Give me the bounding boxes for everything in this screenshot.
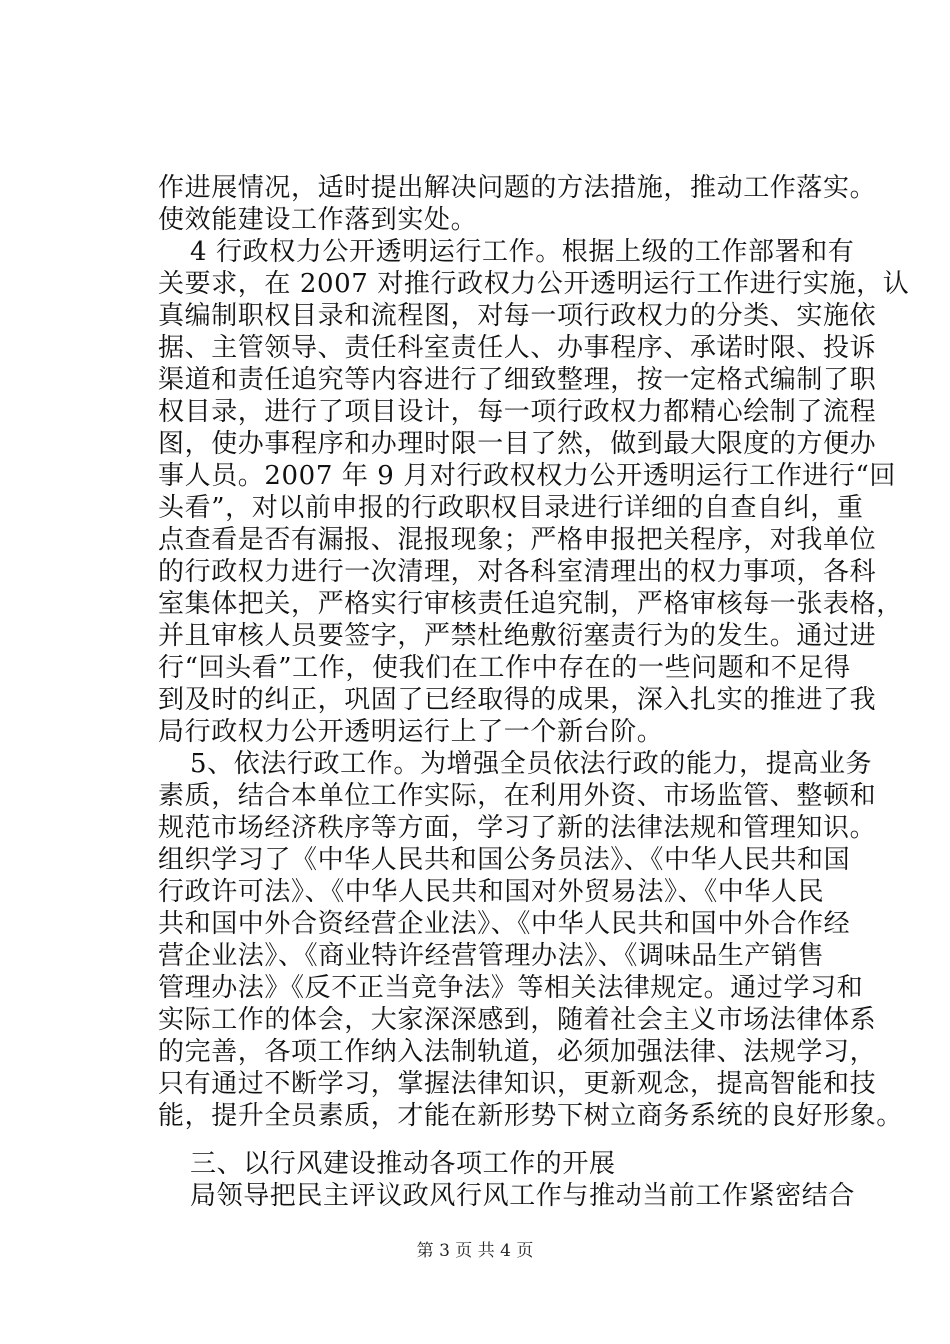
text-line: 作进展情况，适时提出解决问题的方法措施，推动工作落实。 — [158, 173, 877, 203]
text-line: 头看”，对以前申报的行政职权目录进行详细的自查自纠，重 — [158, 493, 864, 523]
text-line: 关要求，在 2007 对推行政权力公开透明运行工作进行实施，认 — [158, 269, 910, 299]
text-line: 的完善，各项工作纳入法制轨道，必须加强法律、法规学习， — [158, 1037, 877, 1067]
page-number-footer: 第 3 页 共 4 页 — [416, 1241, 534, 1261]
text-line: 到及时的纠正，巩固了已经取得的成果，深入扎实的推进了我 — [158, 685, 877, 715]
text-line: 使效能建设工作落到实处。 — [158, 205, 478, 235]
text-line: 并且审核人员要签字，严禁杜绝敷衍塞责行为的发生。通过进 — [158, 621, 877, 651]
text-line: 只有通过不断学习，掌握法律知识，更新观念，提高智能和技 — [158, 1069, 877, 1099]
text-line: 营企业法》、《商业特许经营管理办法》、《调味品生产销售 — [158, 941, 825, 971]
text-line: 素质，结合本单位工作实际，在利用外资、市场监管、整顿和 — [158, 781, 877, 811]
text-line: 组织学习了《中华人民共和国公务员法》、《中华人民共和国 — [158, 845, 851, 875]
text-line: 规范市场经济秩序等方面，学习了新的法律法规和管理知识。 — [158, 813, 877, 843]
paragraph-start-line: 4 行政权力公开透明运行工作。根据上级的工作部署和有 — [190, 237, 855, 267]
text-line: 行“回头看”工作，使我们在工作中存在的一些问题和不足得 — [158, 653, 851, 683]
paragraph-start-line: 局领导把民主评议政风行风工作与推动当前工作紧密结合 — [190, 1181, 856, 1211]
text-line: 能，提升全员素质，才能在新形势下树立商务系统的良好形象。 — [158, 1101, 903, 1131]
text-line: 真编制职权目录和流程图，对每一项行政权力的分类、实施依 — [158, 301, 877, 331]
text-line: 图，使办事程序和办理时限一目了然，做到最大限度的方便办 — [158, 429, 877, 459]
text-line: 局行政权力公开透明运行上了一个新台阶。 — [158, 717, 664, 747]
text-line: 据、主管领导、责任科室责任人、办事程序、承诺时限、投诉 — [158, 333, 877, 363]
text-line: 行政许可法》、《中华人民共和国对外贸易法》、《中华人民 — [158, 877, 825, 907]
text-line: 事人员。2007 年 9 月对行政权权力公开透明运行工作进行“回 — [158, 461, 896, 491]
paragraph-start-line: 5、依法行政工作。为增强全员依法行政的能力，提高业务 — [190, 749, 873, 779]
text-line: 室集体把关，严格实行审核责任追究制，严格审核每一张表格， — [158, 589, 903, 619]
text-line: 共和国中外合资经营企业法》、《中华人民共和国中外合作经 — [158, 909, 851, 939]
text-line: 管理办法》《反不正当竞争法》等相关法律规定。通过学习和 — [158, 973, 864, 1003]
text-line: 点查看是否有漏报、混报现象；严格申报把关程序，对我单位 — [158, 525, 877, 555]
text-line: 的行政权力进行一次清理，对各科室清理出的权力事项，各科 — [158, 557, 877, 587]
text-line: 实际工作的体会，大家深深感到，随着社会主义市场法律体系 — [158, 1005, 877, 1035]
text-line: 权目录，进行了项目设计，每一项行政权力都精心绘制了流程 — [158, 397, 877, 427]
text-line: 渠道和责任追究等内容进行了细致整理，按一定格式编制了职 — [158, 365, 877, 395]
section-heading: 三、以行风建设推动各项工作的开展 — [190, 1149, 616, 1179]
